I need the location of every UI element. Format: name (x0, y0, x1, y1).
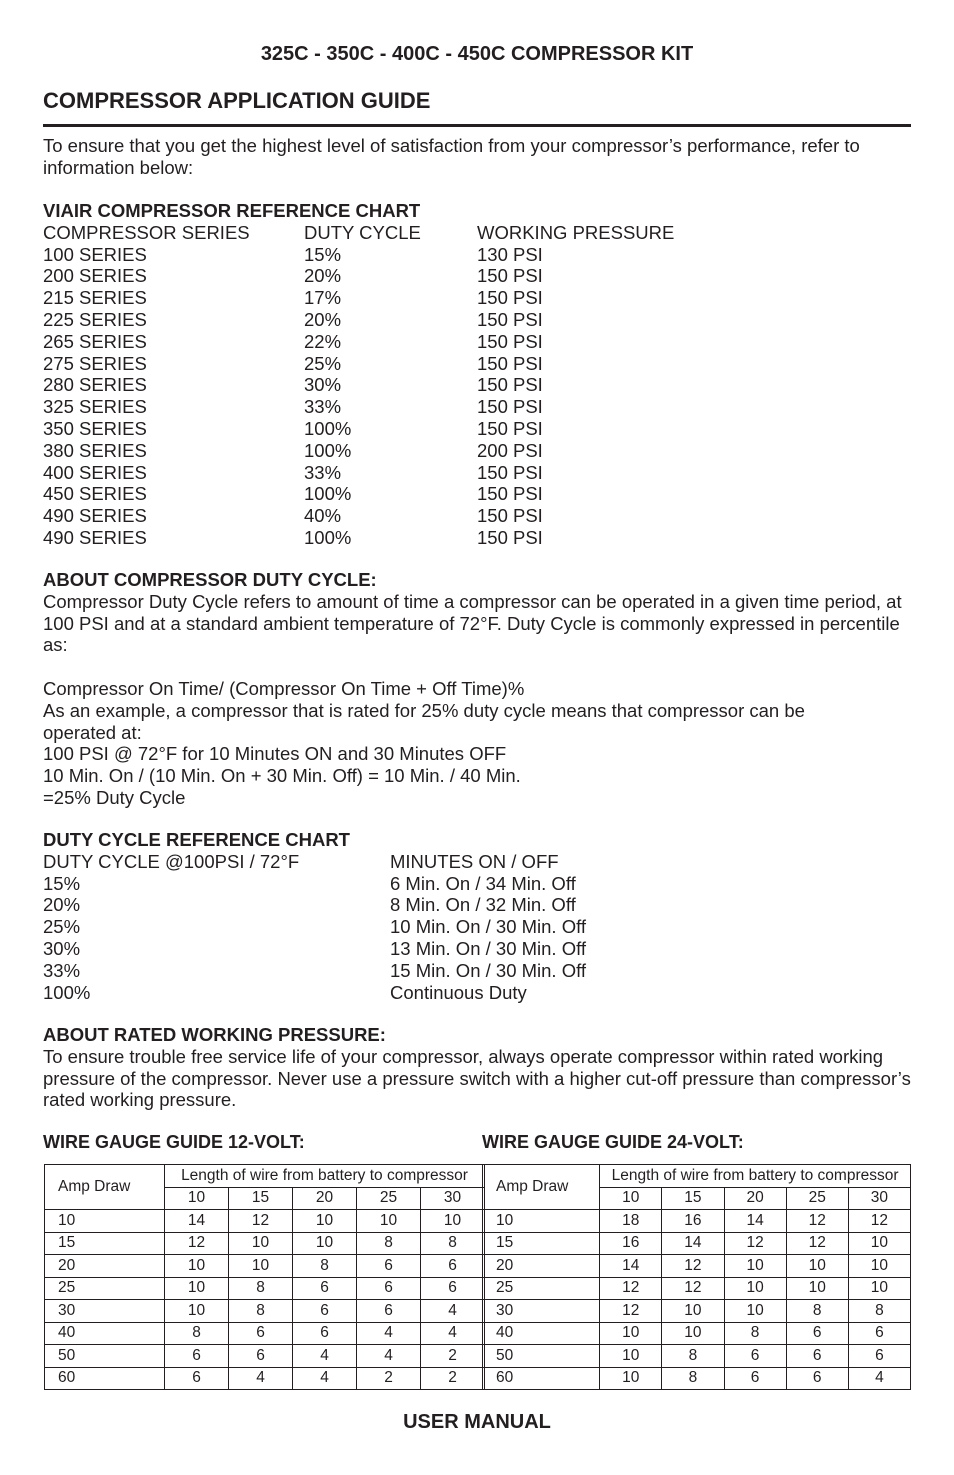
compressor-series-cell: 280 SERIES (43, 374, 147, 396)
gauge-cell: 6 (421, 1277, 485, 1300)
amp-draw-header: Amp Draw (45, 1165, 165, 1210)
amp-draw-cell: 30 (483, 1300, 600, 1323)
gauge-cell: 6 (421, 1255, 485, 1278)
wire-gauge-table-12v (44, 1164, 485, 1390)
table-row (43, 374, 911, 396)
duty-cycle-cell: 20% (304, 308, 342, 330)
duty-cycle-cell: 40% (304, 505, 342, 527)
gauge-cell: 16 (600, 1232, 662, 1255)
working-pressure-cell: 150 PSI (477, 287, 543, 309)
compressor-series-cell: 450 SERIES (43, 483, 147, 505)
amp-draw-cell: 40 (45, 1322, 165, 1345)
gauge-cell: 12 (848, 1210, 910, 1233)
gauge-cell: 10 (165, 1300, 229, 1323)
compressor-series-cell: 275 SERIES (43, 352, 147, 374)
gauge-cell: 4 (357, 1322, 421, 1345)
working-pressure-cell: 150 PSI (477, 330, 543, 352)
amp-draw-cell: 50 (45, 1345, 165, 1368)
table-row (43, 396, 911, 418)
table-row (43, 418, 911, 440)
gauge-cell: 8 (724, 1322, 786, 1345)
gauge-cell: 10 (848, 1232, 910, 1255)
working-pressure-cell: 150 PSI (477, 396, 543, 418)
gauge-cell: 8 (165, 1322, 229, 1345)
table-row (45, 1300, 485, 1323)
gauge-cell: 12 (662, 1277, 724, 1300)
pressure-paragraph: To ensure trouble free service life of your compressor, always operate compressor within rated working pressure of the compressor. Never use a pressure switch with a higher cut-off pressure than compressor’s rated working pressure. (43, 1045, 911, 1111)
table-header-row (45, 1165, 485, 1188)
length-value-header: 25 (786, 1187, 848, 1210)
table-row (483, 1210, 911, 1233)
gauge-cell: 10 (600, 1367, 662, 1390)
gauge-cell: 8 (229, 1300, 293, 1323)
gauge-cell: 12 (165, 1232, 229, 1255)
gauge-cell: 4 (421, 1322, 485, 1345)
amp-draw-cell: 60 (45, 1367, 165, 1390)
table-row (43, 244, 911, 266)
gauge-cell: 10 (600, 1322, 662, 1345)
gauge-cell: 10 (229, 1232, 293, 1255)
gauge-cell: 8 (229, 1277, 293, 1300)
duty-cycle-cell: 100% (43, 981, 91, 1003)
gauge-cell: 6 (357, 1277, 421, 1300)
working-pressure-cell: 150 PSI (477, 265, 543, 287)
table-header-row (483, 1165, 911, 1188)
table-row (43, 462, 911, 484)
compressor-series-cell: 100 SERIES (43, 243, 147, 265)
table-row (43, 916, 911, 938)
gauge-cell: 10 (724, 1255, 786, 1278)
amp-draw-cell: 25 (483, 1277, 600, 1300)
length-value-header: 20 (724, 1187, 786, 1210)
minutes-on-off-cell: 15 Min. On / 30 Min. Off (390, 959, 587, 981)
duty-cycle-chart-title: DUTY CYCLE REFERENCE CHART (43, 829, 350, 850)
duty-cycle-cell: 33% (304, 461, 342, 483)
working-pressure-cell: 150 PSI (477, 308, 543, 330)
gauge-cell: 10 (662, 1322, 724, 1345)
gauge-cell: 10 (357, 1210, 421, 1233)
gauge-cell: 10 (293, 1232, 357, 1255)
wire-12v-title: WIRE GAUGE GUIDE 12-VOLT: (43, 1132, 305, 1152)
table-row (45, 1322, 485, 1345)
amp-draw-cell: 30 (45, 1300, 165, 1323)
compressor-series-cell: 215 SERIES (43, 287, 147, 309)
gauge-cell: 6 (293, 1277, 357, 1300)
footer-label: USER MANUAL (403, 1411, 551, 1433)
amp-draw-cell: 15 (45, 1232, 165, 1255)
compressor-series-cell: 325 SERIES (43, 396, 147, 418)
duty-cycle-cell: 30% (304, 374, 342, 396)
table-row (45, 1255, 485, 1278)
gauge-cell: 4 (229, 1367, 293, 1390)
compressor-series-cell: 225 SERIES (43, 308, 147, 330)
gauge-cell: 18 (600, 1210, 662, 1233)
table-row (43, 982, 911, 1004)
compressor-series-cell: 350 SERIES (43, 417, 147, 439)
gauge-cell: 8 (357, 1232, 421, 1255)
gauge-cell: 8 (662, 1345, 724, 1368)
gauge-cell: 6 (786, 1367, 848, 1390)
example-line: =25% Duty Cycle (43, 786, 186, 808)
length-value-header: 15 (229, 1187, 293, 1210)
duty-cycle-cell: 100% (304, 526, 352, 548)
page-title: COMPRESSOR APPLICATION GUIDE (43, 88, 431, 113)
amp-draw-cell: 10 (483, 1210, 600, 1233)
gauge-cell: 8 (421, 1232, 485, 1255)
title-divider (43, 124, 911, 127)
amp-draw-cell: 40 (483, 1322, 600, 1345)
working-pressure-cell: 150 PSI (477, 352, 543, 374)
gauge-cell: 6 (724, 1367, 786, 1390)
reference-chart-title: VIAIR COMPRESSOR REFERENCE CHART (43, 200, 421, 221)
amp-draw-cell: 20 (483, 1255, 600, 1278)
table-row (43, 440, 911, 462)
duty-cycle-paragraph: Compressor Duty Cycle refers to amount of time a compressor can be operated in a given time period, at 100 PSI and at a standard ambient temperature of 72°F. Duty Cycle is commonly expressed in percentile as: (43, 590, 902, 656)
amp-draw-cell: 50 (483, 1345, 600, 1368)
gauge-cell: 10 (848, 1255, 910, 1278)
table-row (43, 938, 911, 960)
minutes-on-off-cell: Continuous Duty (390, 981, 527, 1003)
duty-cycle-example-lines (43, 700, 911, 809)
length-value-header: 15 (662, 1187, 724, 1210)
amp-draw-cell: 60 (483, 1367, 600, 1390)
gauge-cell: 10 (600, 1345, 662, 1368)
wire-gauge-table-24v (482, 1164, 911, 1390)
length-value-header: 20 (293, 1187, 357, 1210)
duty-cycle-chart-header (43, 851, 911, 873)
working-pressure-cell: 150 PSI (477, 505, 543, 527)
wire-length-header: Length of wire from battery to compressor (165, 1165, 485, 1188)
compressor-series-cell: 490 SERIES (43, 505, 147, 527)
duty-cycle-cell: 30% (43, 937, 81, 959)
duty-cycle-example (43, 678, 911, 809)
length-value-header: 30 (848, 1187, 910, 1210)
table-row (45, 1210, 485, 1233)
length-value-header: 10 (165, 1187, 229, 1210)
column-header: COMPRESSOR SERIES (43, 221, 250, 243)
table-row (43, 331, 911, 353)
gauge-cell: 16 (662, 1210, 724, 1233)
duty-cycle-cell: 15% (43, 872, 81, 894)
table-row (43, 287, 911, 309)
table-row (45, 1277, 485, 1300)
table-row (43, 527, 911, 549)
duty-cycle-cell: 100% (304, 439, 352, 461)
duty-cycle-chart-rows (43, 873, 911, 1004)
gauge-cell: 10 (165, 1255, 229, 1278)
reference-chart-rows (43, 244, 911, 549)
kit-title: 325C - 350C - 400C - 450C COMPRESSOR KIT (260, 43, 694, 65)
table-row (483, 1277, 911, 1300)
gauge-cell: 14 (662, 1232, 724, 1255)
working-pressure-cell: 150 PSI (477, 461, 543, 483)
gauge-cell: 10 (165, 1277, 229, 1300)
table-row (43, 353, 911, 375)
column-header: DUTY CYCLE (304, 221, 421, 243)
column-header: WORKING PRESSURE (477, 221, 675, 243)
table-row (45, 1232, 485, 1255)
compressor-series-cell: 490 SERIES (43, 526, 147, 548)
table-row (43, 894, 911, 916)
table-row (483, 1300, 911, 1323)
gauge-cell: 8 (662, 1367, 724, 1390)
table-row (43, 309, 911, 331)
gauge-cell: 4 (357, 1345, 421, 1368)
gauge-cell: 6 (786, 1322, 848, 1345)
gauge-cell: 14 (165, 1210, 229, 1233)
gauge-cell: 2 (421, 1367, 485, 1390)
gauge-cell: 4 (848, 1367, 910, 1390)
table-row (483, 1367, 911, 1390)
gauge-cell: 8 (848, 1300, 910, 1323)
column-header: MINUTES ON / OFF (390, 850, 559, 872)
gauge-cell: 12 (724, 1232, 786, 1255)
gauge-cell: 6 (293, 1300, 357, 1323)
duty-cycle-about-title: ABOUT COMPRESSOR DUTY CYCLE: (43, 569, 377, 590)
gauge-cell: 12 (229, 1210, 293, 1233)
column-header: DUTY CYCLE @100PSI / 72°F (43, 850, 300, 872)
duty-cycle-cell: 20% (304, 265, 342, 287)
duty-cycle-cell: 15% (304, 243, 342, 265)
compressor-series-cell: 400 SERIES (43, 461, 147, 483)
amp-draw-header: Amp Draw (483, 1165, 600, 1210)
length-value-header: 25 (357, 1187, 421, 1210)
table-row (43, 265, 911, 287)
duty-cycle-cell: 33% (43, 959, 81, 981)
reference-chart-header (43, 222, 911, 244)
table-row (45, 1367, 485, 1390)
gauge-cell: 6 (724, 1345, 786, 1368)
amp-draw-cell: 20 (45, 1255, 165, 1278)
example-line: As an example, a compressor that is rated for 25% duty cycle means that compressor can be (43, 699, 805, 721)
gauge-cell: 6 (229, 1322, 293, 1345)
gauge-cell: 6 (165, 1345, 229, 1368)
duty-cycle-cell: 100% (304, 483, 352, 505)
table-row (483, 1322, 911, 1345)
duty-cycle-chart (43, 829, 911, 1003)
gauge-cell: 10 (724, 1277, 786, 1300)
duty-cycle-cell: 22% (304, 330, 342, 352)
gauge-cell: 6 (357, 1300, 421, 1323)
duty-cycle-cell: 25% (43, 916, 81, 938)
example-line: operated at: (43, 721, 142, 743)
amp-draw-cell: 15 (483, 1232, 600, 1255)
table-row (45, 1345, 485, 1368)
duty-cycle-cell: 25% (304, 352, 342, 374)
duty-cycle-cell: 20% (43, 894, 81, 916)
gauge-cell: 12 (600, 1300, 662, 1323)
table-row (43, 873, 911, 895)
gauge-cell: 6 (293, 1322, 357, 1345)
example-line: 10 Min. On / (10 Min. On + 30 Min. Off) = 10 Min. / 40 Min. (43, 765, 521, 787)
gauge-cell: 10 (786, 1255, 848, 1278)
example-line: 100 PSI @ 72°F for 10 Minutes ON and 30 Minutes OFF (43, 743, 507, 765)
gauge-cell: 12 (662, 1255, 724, 1278)
gauge-cell: 2 (357, 1367, 421, 1390)
wire-length-header: Length of wire from battery to compressor (600, 1165, 911, 1188)
working-pressure-cell: 130 PSI (477, 243, 543, 265)
gauge-cell: 8 (293, 1255, 357, 1278)
duty-cycle-cell: 100% (304, 417, 352, 439)
gauge-cell: 8 (786, 1300, 848, 1323)
length-value-header: 10 (600, 1187, 662, 1210)
gauge-cell: 10 (786, 1277, 848, 1300)
reference-chart (43, 200, 911, 549)
working-pressure-cell: 150 PSI (477, 526, 543, 548)
gauge-cell: 6 (357, 1255, 421, 1278)
compressor-series-cell: 200 SERIES (43, 265, 147, 287)
duty-cycle-cell: 33% (304, 396, 342, 418)
gauge-cell: 14 (724, 1210, 786, 1233)
duty-cycle-about (43, 569, 911, 656)
compressor-series-cell: 265 SERIES (43, 330, 147, 352)
wire-24v-title: WIRE GAUGE GUIDE 24-VOLT: (482, 1132, 744, 1152)
duty-cycle-formula: Compressor On Time/ (Compressor On Time + Off Time)% (43, 678, 525, 699)
pressure-about (43, 1024, 911, 1111)
duty-cycle-cell: 17% (304, 287, 342, 309)
gauge-cell: 10 (662, 1300, 724, 1323)
table-row (43, 960, 911, 982)
gauge-cell: 10 (229, 1255, 293, 1278)
working-pressure-cell: 150 PSI (477, 417, 543, 439)
length-value-header: 30 (421, 1187, 485, 1210)
gauge-cell: 12 (786, 1210, 848, 1233)
gauge-cell: 10 (724, 1300, 786, 1323)
amp-draw-cell: 25 (45, 1277, 165, 1300)
gauge-cell: 12 (786, 1232, 848, 1255)
working-pressure-cell: 200 PSI (477, 439, 543, 461)
minutes-on-off-cell: 10 Min. On / 30 Min. Off (390, 916, 587, 938)
gauge-cell: 6 (848, 1322, 910, 1345)
table-row (483, 1232, 911, 1255)
table-row (483, 1255, 911, 1278)
gauge-cell: 6 (229, 1345, 293, 1368)
gauge-cell: 12 (600, 1277, 662, 1300)
amp-draw-cell: 10 (45, 1210, 165, 1233)
table-row (483, 1345, 911, 1368)
gauge-cell: 14 (600, 1255, 662, 1278)
minutes-on-off-cell: 8 Min. On / 32 Min. Off (390, 894, 576, 916)
gauge-cell: 6 (165, 1367, 229, 1390)
gauge-cell: 4 (421, 1300, 485, 1323)
gauge-cell: 10 (848, 1277, 910, 1300)
table-row (43, 483, 911, 505)
intro-paragraph: To ensure that you get the highest level of satisfaction from your compressor’s performance, refer to information below: (43, 135, 860, 178)
working-pressure-cell: 150 PSI (477, 483, 543, 505)
gauge-cell: 6 (848, 1345, 910, 1368)
working-pressure-cell: 150 PSI (477, 374, 543, 396)
gauge-cell: 4 (293, 1345, 357, 1368)
pressure-about-title: ABOUT RATED WORKING PRESSURE: (43, 1024, 386, 1045)
gauge-cell: 6 (786, 1345, 848, 1368)
table-row (43, 505, 911, 527)
gauge-cell: 4 (293, 1367, 357, 1390)
compressor-series-cell: 380 SERIES (43, 439, 147, 461)
gauge-cell: 2 (421, 1345, 485, 1368)
gauge-cell: 10 (421, 1210, 485, 1233)
minutes-on-off-cell: 6 Min. On / 34 Min. Off (390, 872, 576, 894)
gauge-cell: 10 (293, 1210, 357, 1233)
minutes-on-off-cell: 13 Min. On / 30 Min. Off (390, 937, 587, 959)
